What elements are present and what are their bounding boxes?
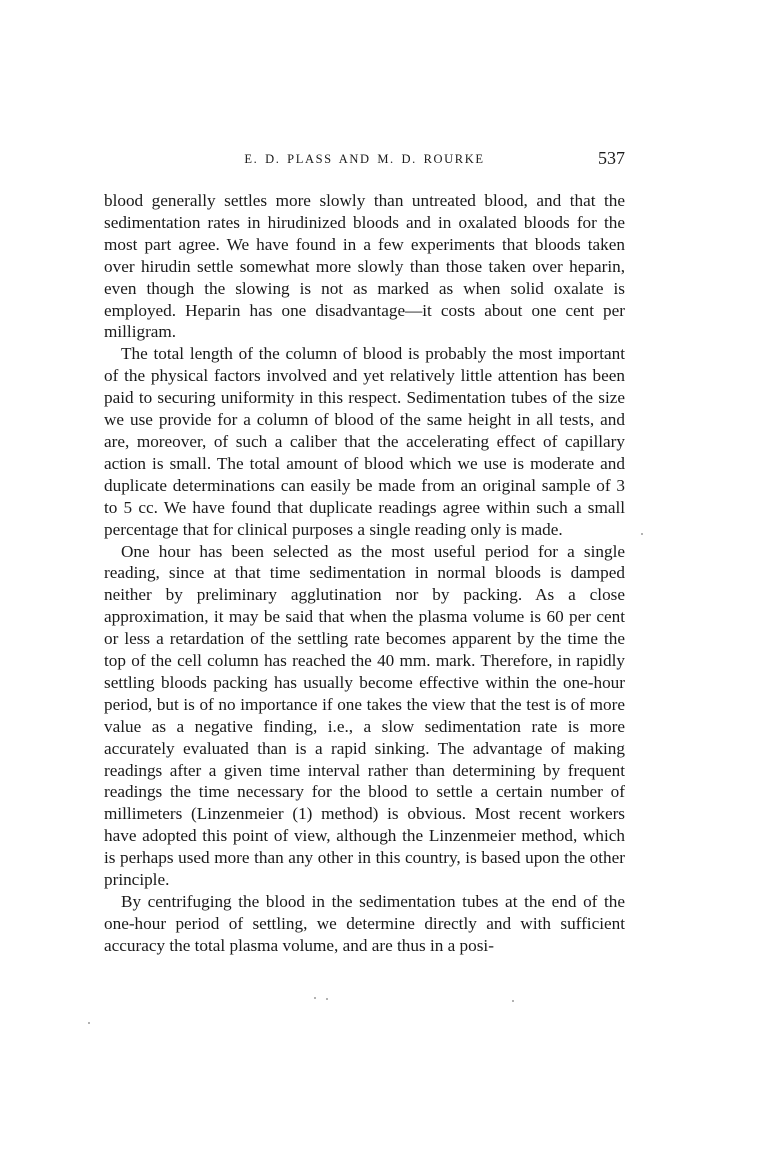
article-body: [104, 190, 625, 957]
paragraph-centrifuging: By centrifuging the blood in the sedimentation tubes at the end of the one-hour period of settling, we determine directly and with sufficient accuracy the total plasma volume, and are thus in a posi-: [104, 892, 625, 955]
scan-speck: [88, 1022, 90, 1024]
scan-speck: [326, 998, 328, 1000]
header-authors: E. D. PLASS AND M. D. ROURKE: [244, 152, 485, 166]
page-number: 537: [598, 148, 625, 168]
paragraph-column-length: The total length of the column of blood is probably the most important of the physical factors involved and yet relatively little attention has been paid to securing uniformity in this respect. Sedimentation tubes of the size we use provide for a column of blood of the same height in all tests, and are, moreover, of such a caliber that the accelerating effect of capillary action is small. The total amount of blood which we use is moderate and duplicate determinations can easily be made from an original sample of 3 to 5 cc. We have found that duplicate readings agree within such a small percentage that for clinical purposes a single reading only is made.: [104, 344, 625, 539]
running-head: [104, 148, 625, 174]
scan-speck: [641, 533, 643, 535]
paragraph-continued: blood generally settles more slowly than untreated blood, and that the sedimentation rates in hirudinized bloods and in oxalated bloods for the most part agree. We have found in a few experiments that bloods taken over hirudin settle somewhat more slowly than those taken over heparin, even though the slowing is not as marked as when solid oxalate is employed. Heparin has one disadvantage—it costs about one cent per milligram.: [104, 191, 625, 342]
paragraph-reading-period: One hour has been selected as the most useful period for a single reading, since at that time sedimentation in normal bloods is damped neither by preliminary agglutination nor by packing. As a close approximation, it may be said that when the plasma volume is 60 per cent or less a retardation of the settling rate becomes apparent by the time the top of the cell column has reached the 40 mm. mark. Therefore, in rapidly settling bloods packing has usually become effective within the one-hour period, but is of no importance if one takes the view that the test is of more value as a negative finding, i.e., a slow sedimentation rate is more accurately evaluated than is a rapid sinking. The advantage of making readings after a given time interval rather than determining by frequent readings the time necessary for the blood to settle a certain number of millimeters (Linzenmeier (1) method) is obvious. Most recent workers have adopted this point of view, although the Linzenmeier method, which is perhaps used more than any other in this country, is based upon the other principle.: [104, 541, 625, 890]
scan-speck: [314, 997, 316, 999]
scan-speck: [512, 1000, 514, 1002]
